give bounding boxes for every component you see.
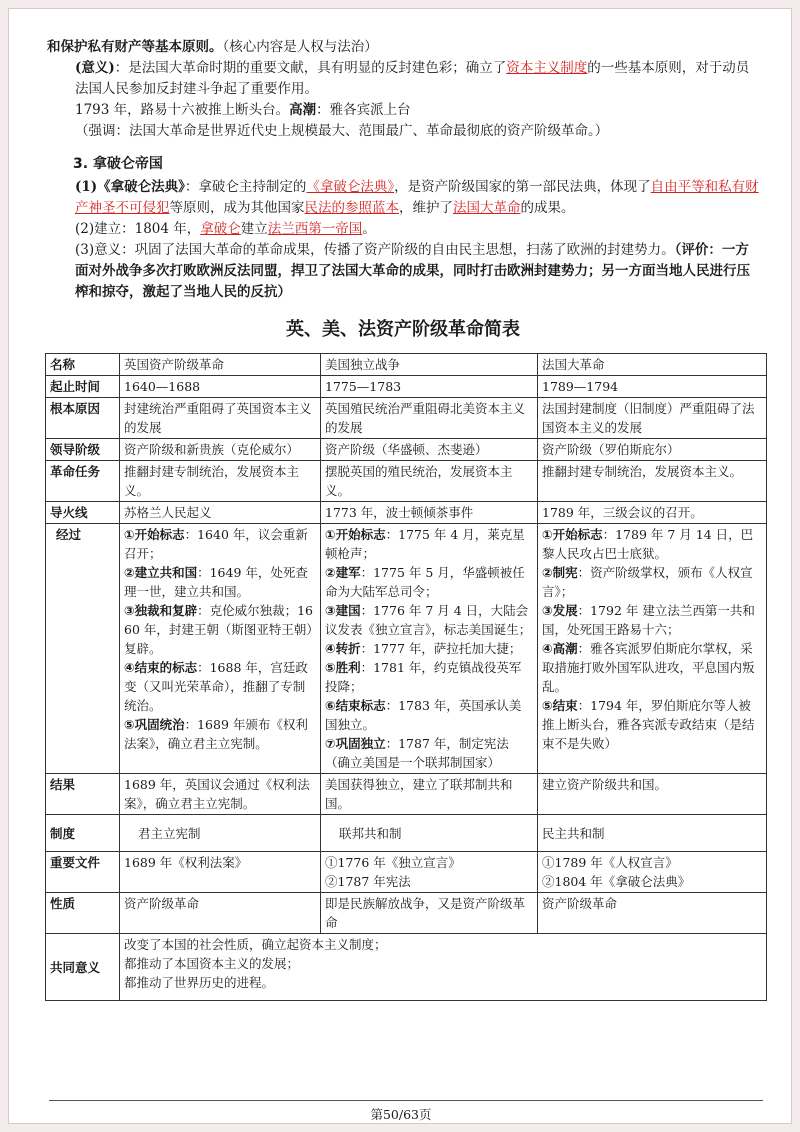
row-label: 起止时间 bbox=[46, 376, 120, 398]
table-cell: 1789 年，三级会议的召开。 bbox=[538, 502, 767, 524]
table-row bbox=[46, 774, 767, 815]
table-cell: 资产阶级（罗伯斯庇尔） bbox=[538, 439, 767, 461]
table-cell: 1789—1794 bbox=[538, 376, 767, 398]
table-cell: 封建统治严重阻碍了英国资本主义的发展 bbox=[120, 398, 321, 439]
row-label: 结果 bbox=[46, 774, 120, 815]
intro-line-3: 1793 年，路易十六被推上断头台。高潮：雅各宾派上台 bbox=[75, 102, 411, 118]
table-cell: 资产阶级革命 bbox=[120, 893, 321, 934]
process-step: ③发展：1792 年 建立法兰西第一共和国，处死国王路易十六； bbox=[542, 603, 755, 637]
table-cell: 英国殖民统治严重阻碍北美资本主义的发展 bbox=[321, 398, 538, 439]
process-step: ⑥结束标志：1783 年，英国承认美国独立。 bbox=[325, 698, 522, 732]
process-step: ⑦巩固独立：1787 年，制定宪法（确立美国是一个联邦制国家） bbox=[325, 736, 509, 770]
table-cell: 即是民族解放战争，又是资产阶级革命 bbox=[321, 893, 538, 934]
process-step: ③建国：1776 年 7 月 4 日，大陆会议发表《独立宣言》，标志美国诞生； bbox=[325, 603, 532, 637]
table-cell: 推翻封建专制统治，发展资本主义。 bbox=[120, 461, 321, 502]
intro-line-1: 和保护私有财产等基本原则。（核心内容是人权与法治） bbox=[47, 39, 378, 55]
table-row bbox=[46, 852, 767, 893]
row-label: 导火线 bbox=[46, 502, 120, 524]
table-row bbox=[46, 815, 767, 852]
process-step: ①开始标志：1789 年 7 月 14 日，巴黎人民攻占巴士底狱。 bbox=[542, 527, 754, 561]
row-label: 性质 bbox=[46, 893, 120, 934]
process-step: ②建军：1775 年 5 月，华盛顿被任命为大陆军总司令； bbox=[325, 565, 525, 599]
process-step: ②建立共和国：1649 年，处死查理一世，建立共和国。 bbox=[124, 565, 308, 599]
process-step: ④结束的标志：1688 年，宫廷政变（又叫光荣革命），推翻了专制统治。 bbox=[124, 660, 308, 713]
table-cell: 民主共和制 bbox=[538, 815, 767, 852]
table-cell: 推翻封建专制统治，发展资本主义。 bbox=[538, 461, 767, 502]
process-step: ①开始标志：1775 年 4 月，莱克星顿枪声； bbox=[325, 527, 525, 561]
section-para-1: (1)《拿破仑法典》：拿破仑主持制定的《拿破仑法典》，是资产阶级国家的第一部民法典，体现了自由平等和私有财产神圣不可侵犯等原则，成为其他国家民法的参照蓝本，维护了法国大革命的成果。 bbox=[75, 179, 759, 216]
table-cell: ①1789 年《人权宣言》 ②1804 年《拿破仑法典》 bbox=[538, 852, 767, 893]
table-cell: 苏格兰人民起义 bbox=[120, 502, 321, 524]
table-row bbox=[46, 461, 767, 502]
footer-divider bbox=[49, 1100, 763, 1101]
row-label: 革命任务 bbox=[46, 461, 120, 502]
section-title: 3. 拿破仑帝国 bbox=[73, 156, 163, 172]
row-label: 共同意义 bbox=[46, 934, 120, 1001]
table-cell: 资产阶级（华盛顿、杰斐逊） bbox=[321, 439, 538, 461]
table-title: 英、美、法资产阶级革命简表 bbox=[286, 319, 520, 340]
table-cell: 1689 年，英国议会通过《权利法案》，确立君主立宪制。 bbox=[120, 774, 321, 815]
table-cell: 美国获得独立，建立了联邦制共和国。 bbox=[321, 774, 538, 815]
row-label: 经过 bbox=[46, 524, 120, 774]
process-step: ①开始标志：1640 年，议会重新召开； bbox=[124, 527, 308, 561]
process-france-cell bbox=[538, 524, 767, 774]
table-cell: 资产阶级革命 bbox=[538, 893, 767, 934]
section-para-2: (2)建立：1804 年，拿破仑建立法兰西第一帝国。 bbox=[75, 221, 376, 237]
table-header-cell: 美国独立战争 bbox=[321, 354, 538, 376]
revolution-table bbox=[45, 353, 767, 1001]
row-label: 领导阶级 bbox=[46, 439, 120, 461]
section-para-3: (3)意义：巩固了法国大革命的革命成果，传播了资产阶级的自由民主思想，扫荡了欧洲的封建势力。（评价：一方面对外战争多次打败欧洲反法同盟，捍卫了法国大革命的成果，同时打击欧洲封建势力；另一方面当地人民进行压榨和掠夺，激起了当地人民的反抗） bbox=[75, 242, 750, 300]
process-step: ⑤结束：1794 年，罗伯斯庇尔等人被推上断头台，雅各宾派专政结束（是结束不是失败） bbox=[542, 698, 755, 751]
table-cell: 1775—1783 bbox=[321, 376, 538, 398]
process-step: ⑤巩固统治：1689 年颁布《权利法案》，确立君主立宪制。 bbox=[124, 717, 308, 751]
process-step: ④高潮：雅各宾派罗伯斯庇尔掌权，采取措施打败外国军队进攻，平息国内叛乱。 bbox=[542, 641, 755, 694]
table-header-cell: 法国大革命 bbox=[538, 354, 767, 376]
intro-line-4: （强调：法国大革命是世界近代史上规模最大、范围最广、革命最彻底的资产阶级革命。） bbox=[75, 123, 609, 139]
text-content bbox=[47, 37, 759, 347]
row-label: 重要文件 bbox=[46, 852, 120, 893]
process-step: ⑤胜利：1781 年，约克镇战役英军投降； bbox=[325, 660, 522, 694]
table-header-row bbox=[46, 354, 767, 376]
table-cell: 摆脱英国的殖民统治，发展资本主义。 bbox=[321, 461, 538, 502]
process-america-cell bbox=[321, 524, 538, 774]
table-cell: 1640—1688 bbox=[120, 376, 321, 398]
table-row bbox=[46, 934, 767, 1001]
table-cell: 君主立宪制 bbox=[120, 815, 321, 852]
table-header-cell: 英国资产阶级革命 bbox=[120, 354, 321, 376]
table-row-process bbox=[46, 524, 767, 774]
document-page bbox=[8, 8, 792, 1124]
table-cell: 资产阶级和新贵族（克伦威尔） bbox=[120, 439, 321, 461]
table-row bbox=[46, 439, 767, 461]
page-number: 第50/63页 bbox=[370, 1107, 432, 1122]
process-step: ④转折：1777 年，萨拉托加大捷； bbox=[325, 641, 522, 656]
table-cell: 法国封建制度（旧制度）严重阻碍了法国资本主义的发展 bbox=[538, 398, 767, 439]
table-row bbox=[46, 398, 767, 439]
process-step: ③独裁和复辟：克伦威尔独裁；1660 年，封建王朝（斯图亚特王朝）复辟。 bbox=[124, 603, 313, 656]
table-header-cell: 名称 bbox=[46, 354, 120, 376]
table-row bbox=[46, 893, 767, 934]
process-step: ②制宪：资产阶级掌权，颁布《人权宣言》； bbox=[542, 565, 753, 599]
row-label: 根本原因 bbox=[46, 398, 120, 439]
table-cell: ①1776 年《独立宣言》 ②1787 年宪法 bbox=[321, 852, 538, 893]
table-cell: 1773 年，波士顿倾茶事件 bbox=[321, 502, 538, 524]
table-cell: 联邦共和制 bbox=[321, 815, 538, 852]
table-cell: 建立资产阶级共和国。 bbox=[538, 774, 767, 815]
table-cell: 1689 年《权利法案》 bbox=[120, 852, 321, 893]
row-label: 制度 bbox=[46, 815, 120, 852]
process-england-cell bbox=[120, 524, 321, 774]
table-row bbox=[46, 502, 767, 524]
common-meaning-cell: 改变了本国的社会性质，确立起资本主义制度； 都推动了本国资本主义的发展； 都推动了世界历史的进程。 bbox=[120, 934, 767, 1001]
table-row bbox=[46, 376, 767, 398]
intro-meaning: (意义)：是法国大革命时期的重要文献，具有明显的反封建色彩；确立了资本主义制度的一些基本原则，对于动员法国人民参加反封建斗争起了重要作用。 bbox=[75, 60, 750, 97]
